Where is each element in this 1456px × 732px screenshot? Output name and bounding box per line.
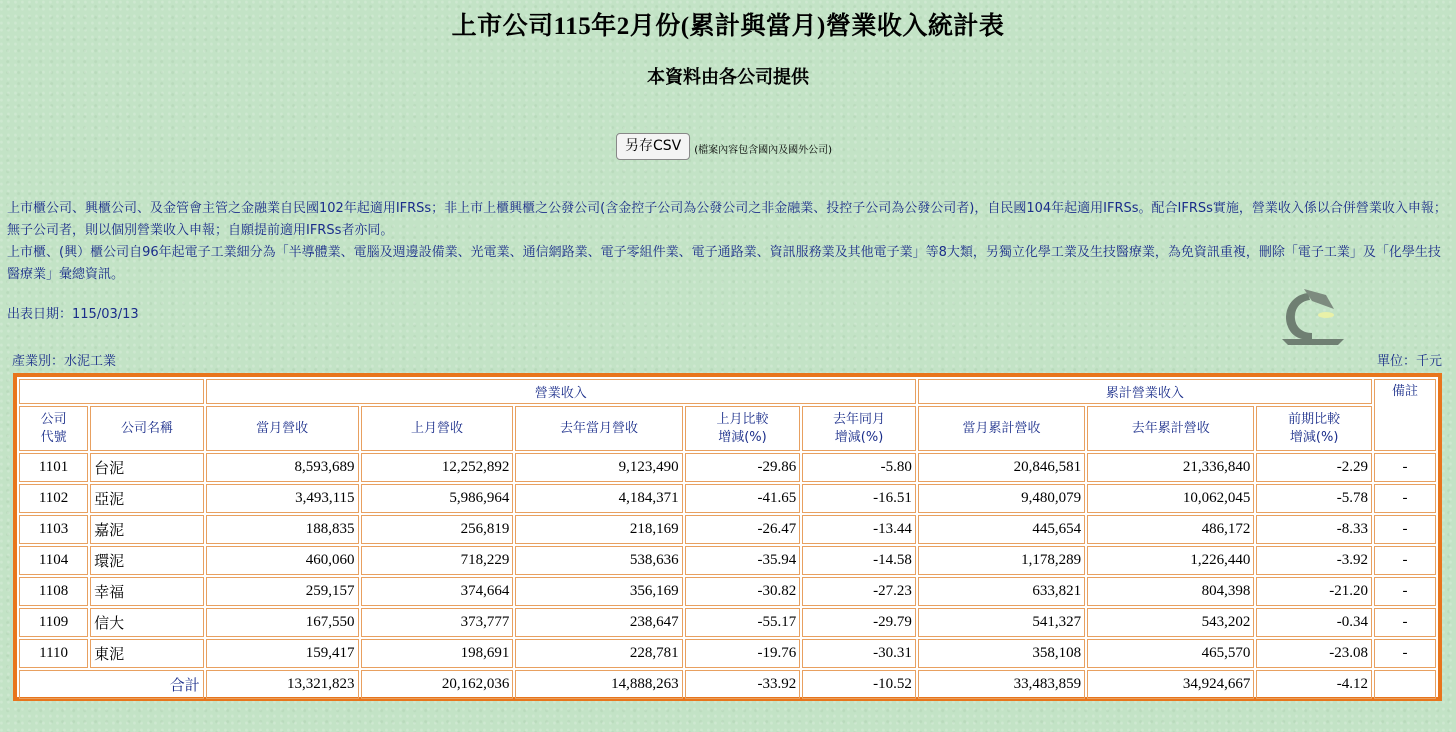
note-ifrs: 上市櫃公司、興櫃公司、及金管會主管之金融業自民國102年起適用IFRSs；非上市上櫃興櫃之公發公司(含金控子公司為公發公司之非金融業、投控子公司為公發公司者)，自民國104年起適用IFRSs。配合IFRSs實施，營業收入係以合併營業收入申報；無子公司者，則以個別營業收入申報；自願提前適用IFRSs者亦同。 — [7, 201, 1447, 238]
table-row — [19, 453, 1436, 482]
total-cell-month-rev: 13,321,823 — [206, 670, 359, 699]
cell-last-year-month-rev: 9,123,490 — [515, 453, 682, 482]
cell-cum-rev: 1,178,289 — [918, 546, 1085, 575]
column-header-cum-change: 前期比較 增減(%) — [1256, 406, 1372, 451]
cell-code: 1104 — [19, 546, 88, 575]
header-group-cumulative: 累計營業收入 — [918, 379, 1372, 404]
cell-yoy: -13.44 — [802, 515, 916, 544]
lamp-logo-icon — [1278, 283, 1348, 347]
revenue-table — [17, 377, 1438, 701]
cell-last-year-month-rev: 218,169 — [515, 515, 682, 544]
table-total-row — [19, 670, 1436, 699]
cell-month-rev: 259,157 — [206, 577, 359, 606]
header-group-revenue: 營業收入 — [206, 379, 916, 404]
cell-name: 亞泥 — [90, 484, 204, 513]
cell-cum-rev: 633,821 — [918, 577, 1085, 606]
cell-last-month-rev: 374,664 — [361, 577, 514, 606]
cell-mom: -35.94 — [685, 546, 801, 575]
cell-month-rev: 8,593,689 — [206, 453, 359, 482]
table-row — [19, 577, 1436, 606]
cell-cum-rev: 541,327 — [918, 608, 1085, 637]
cell-month-rev: 3,493,115 — [206, 484, 359, 513]
table-row — [19, 639, 1436, 668]
table-row — [19, 608, 1436, 637]
cell-cum-rev: 9,480,079 — [918, 484, 1085, 513]
cell-cum-change: -3.92 — [1256, 546, 1372, 575]
column-header-last-year-cum-rev: 去年累計營收 — [1087, 406, 1254, 451]
column-header-month-rev: 當月營收 — [206, 406, 359, 451]
cell-name: 信大 — [90, 608, 204, 637]
total-label: 合計 — [19, 670, 204, 699]
cell-yoy: -5.80 — [802, 453, 916, 482]
csv-note: (檔案內容包含國內及國外公司) — [694, 145, 833, 156]
total-cell-last-month-rev: 20,162,036 — [361, 670, 514, 699]
revenue-table-frame — [13, 373, 1442, 701]
cell-last-month-rev: 718,229 — [361, 546, 514, 575]
note-electronics: 上市櫃、(興）櫃公司自96年起電子工業細分為「半導體業、電腦及週邊設備業、光電業、通信網路業、電子零組件業、電子通路業、資訊服務業及其他電子業」等8大類，另獨立化學工業及生技醫療業，為免資訊重複，刪除「電子工業」及「化學生技醫療業」彙總資訊。 — [7, 245, 1441, 282]
cell-last-year-cum-rev: 543,202 — [1087, 608, 1254, 637]
total-cell-cum-change: -4.12 — [1256, 670, 1372, 699]
column-header-last-year-month-rev: 去年當月營收 — [515, 406, 682, 451]
cell-cum-rev: 445,654 — [918, 515, 1085, 544]
column-header-yoy: 去年同月 增減(%) — [802, 406, 916, 451]
table-row — [19, 484, 1436, 513]
cell-last-year-month-rev: 228,781 — [515, 639, 682, 668]
cell-month-rev: 167,550 — [206, 608, 359, 637]
total-cell-mom: -33.92 — [685, 670, 801, 699]
publish-date: 出表日期：115/03/13 — [7, 307, 139, 322]
cell-mom: -19.76 — [685, 639, 801, 668]
cell-cum-change: -0.34 — [1256, 608, 1372, 637]
total-cell-yoy: -10.52 — [802, 670, 916, 699]
cell-last-year-month-rev: 356,169 — [515, 577, 682, 606]
cell-yoy: -16.51 — [802, 484, 916, 513]
cell-remark: - — [1374, 546, 1436, 575]
cell-month-rev: 159,417 — [206, 639, 359, 668]
cell-name: 嘉泥 — [90, 515, 204, 544]
cell-last-year-cum-rev: 486,172 — [1087, 515, 1254, 544]
cell-cum-change: -21.20 — [1256, 577, 1372, 606]
cell-remark: - — [1374, 484, 1436, 513]
header-blank — [19, 379, 204, 404]
cell-yoy: -14.58 — [802, 546, 916, 575]
cell-remark: - — [1374, 515, 1436, 544]
cell-code: 1102 — [19, 484, 88, 513]
cell-last-month-rev: 12,252,892 — [361, 453, 514, 482]
cell-code: 1101 — [19, 453, 88, 482]
page-subtitle: 本資料由各公司提供 — [647, 67, 809, 88]
industry-label: 產業別：水泥工業 — [12, 354, 117, 369]
column-header-mom: 上月比較 增減(%) — [685, 406, 801, 451]
cell-last-year-month-rev: 238,647 — [515, 608, 682, 637]
cell-last-month-rev: 5,986,964 — [361, 484, 514, 513]
page-title: 上市公司115年2月份(累計與當月)營業收入統計表 — [451, 13, 1005, 40]
total-cell-cum-rev: 33,483,859 — [918, 670, 1085, 699]
cell-cum-rev: 358,108 — [918, 639, 1085, 668]
header-remark: 備註 — [1374, 379, 1436, 451]
cell-last-month-rev: 256,819 — [361, 515, 514, 544]
cell-remark: - — [1374, 608, 1436, 637]
cell-mom: -55.17 — [685, 608, 801, 637]
cell-code: 1103 — [19, 515, 88, 544]
cell-name: 環泥 — [90, 546, 204, 575]
cell-mom: -26.47 — [685, 515, 801, 544]
cell-cum-change: -5.78 — [1256, 484, 1372, 513]
unit-label: 單位：千元 — [1376, 354, 1442, 369]
cell-last-year-cum-rev: 804,398 — [1087, 577, 1254, 606]
cell-mom: -29.86 — [685, 453, 801, 482]
cell-cum-change: -23.08 — [1256, 639, 1372, 668]
cell-name: 幸福 — [90, 577, 204, 606]
cell-yoy: -27.23 — [802, 577, 916, 606]
cell-mom: -41.65 — [685, 484, 801, 513]
cell-code: 1109 — [19, 608, 88, 637]
column-header-cum-rev: 當月累計營收 — [918, 406, 1085, 451]
column-header-last-month-rev: 上月營收 — [361, 406, 514, 451]
cell-remark: - — [1374, 453, 1436, 482]
table-row — [19, 546, 1436, 575]
cell-month-rev: 188,835 — [206, 515, 359, 544]
cell-yoy: -29.79 — [802, 608, 916, 637]
cell-yoy: -30.31 — [802, 639, 916, 668]
cell-code: 1108 — [19, 577, 88, 606]
table-row — [19, 515, 1436, 544]
cell-last-year-month-rev: 4,184,371 — [515, 484, 682, 513]
csv-export-area — [616, 133, 832, 160]
save-csv-button[interactable]: 另存CSV — [616, 133, 690, 160]
cell-last-year-month-rev: 538,636 — [515, 546, 682, 575]
cell-last-month-rev: 373,777 — [361, 608, 514, 637]
column-header-name: 公司名稱 — [90, 406, 204, 451]
total-cell-remark — [1374, 670, 1436, 699]
cell-last-year-cum-rev: 465,570 — [1087, 639, 1254, 668]
total-cell-last-year-month-rev: 14,888,263 — [515, 670, 682, 699]
cell-code: 1110 — [19, 639, 88, 668]
cell-last-month-rev: 198,691 — [361, 639, 514, 668]
cell-remark: - — [1374, 639, 1436, 668]
cell-name: 台泥 — [90, 453, 204, 482]
notes-block — [7, 198, 1447, 286]
cell-mom: -30.82 — [685, 577, 801, 606]
cell-cum-rev: 20,846,581 — [918, 453, 1085, 482]
cell-cum-change: -2.29 — [1256, 453, 1372, 482]
cell-remark: - — [1374, 577, 1436, 606]
cell-name: 東泥 — [90, 639, 204, 668]
total-cell-last-year-cum-rev: 34,924,667 — [1087, 670, 1254, 699]
cell-last-year-cum-rev: 10,062,045 — [1087, 484, 1254, 513]
cell-last-year-cum-rev: 21,336,840 — [1087, 453, 1254, 482]
cell-cum-change: -8.33 — [1256, 515, 1372, 544]
cell-month-rev: 460,060 — [206, 546, 359, 575]
cell-last-year-cum-rev: 1,226,440 — [1087, 546, 1254, 575]
column-header-code: 公司 代號 — [19, 406, 88, 451]
